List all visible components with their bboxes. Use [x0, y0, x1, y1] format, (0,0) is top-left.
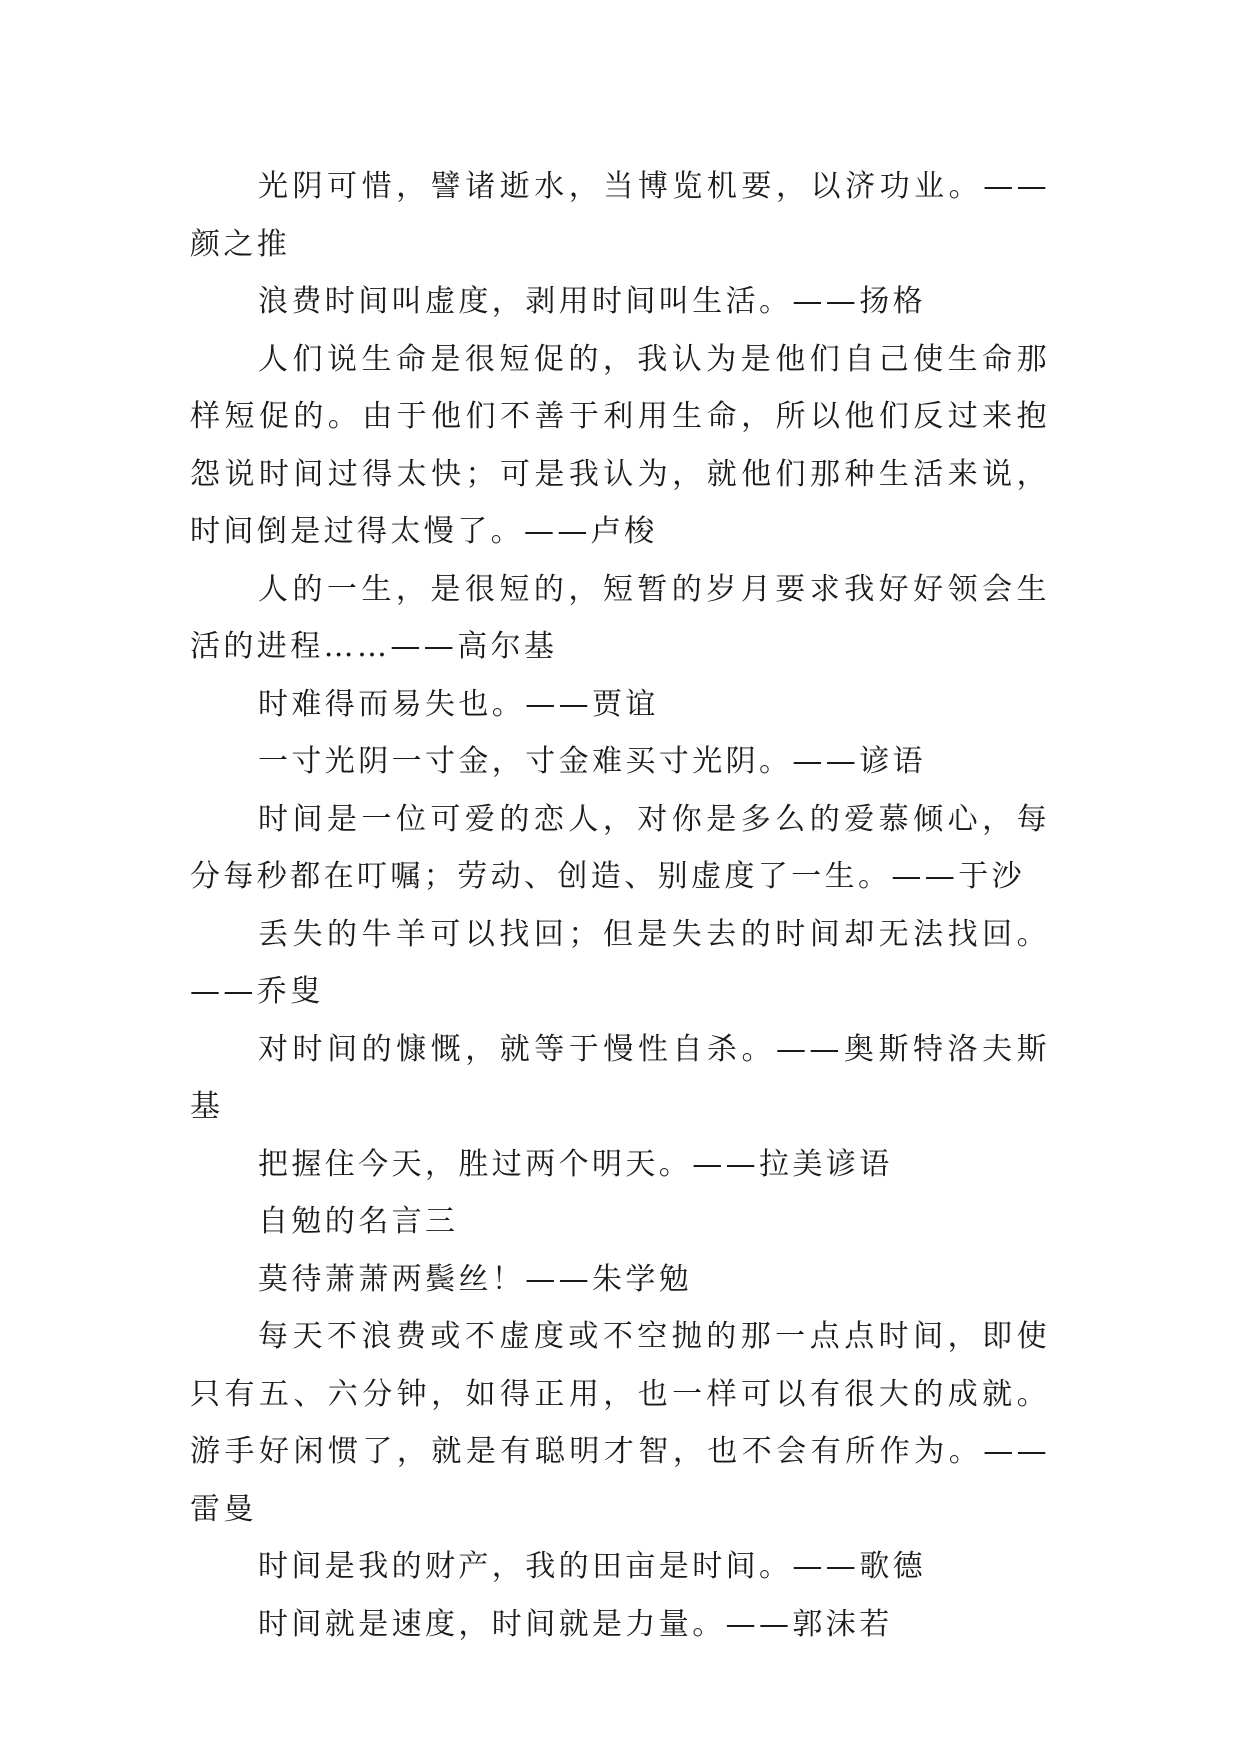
- paragraph-chaucer: 丢失的牛羊可以找回；但是失去的时间却无法找回。——乔叟: [190, 916, 1050, 1009]
- paragraph-yan-zhitui: 光阴可惜，譬诸逝水，当博览机要，以济功业。——颜之推: [190, 169, 1050, 262]
- paragraph-latin-proverb: 把握住今天，胜过两个明天。——拉美谚语: [258, 1146, 893, 1182]
- paragraph-yu-sha: 时间是一位可爱的恋人，对你是多么的爱慕倾心，每分每秒都在叮嘱；劳动、创造、别虚度了一生。——于沙: [190, 801, 1050, 894]
- paragraph-young: 浪费时间叫虚度，剥用时间叫生活。——扬格: [258, 284, 926, 319]
- paragraph-guo-moruo: 时间就是速度，时间就是力量。——郭沫若: [258, 1606, 893, 1642]
- paragraph-ostrovsky: 对时间的慷慨，就等于慢性自杀。——奥斯特洛夫斯基: [190, 1031, 1050, 1124]
- paragraph-proverb: 一寸光阴一寸金，寸金难买寸光阴。——谚语: [258, 744, 926, 779]
- paragraph-raymond: 每天不浪费或不虚度或不空抛的那一点点时间，即使只有五、六分钟，如得正用，也一样可以有很大的成就。游手好闲惯了，就是有聪明才智，也不会有所作为。——雷曼: [190, 1319, 1050, 1527]
- paragraph-goethe: 时间是我的财产，我的田亩是时间。——歌德: [258, 1549, 926, 1584]
- paragraph-zhu-xuemian: 莫待萧萧两鬓丝！——朱学勉: [258, 1261, 693, 1297]
- section-heading: 自勉的名言三: [258, 1204, 459, 1239]
- paragraph-rousseau: 人们说生命是很短促的，我认为是他们自己使生命那样短促的。由于他们不善于利用生命，所以他们反过来抱怨说时间过得太快；可是我认为，就他们那种生活来说，时间倒是过得太慢了。——卢梭: [190, 341, 1050, 549]
- document-body: [190, 158, 1050, 1653]
- paragraph-gorky: 人的一生，是很短的，短暂的岁月要求我好好领会生活的进程……——高尔基: [190, 571, 1050, 664]
- paragraph-jia-yi: 时难得而易失也。——贾谊: [258, 686, 659, 722]
